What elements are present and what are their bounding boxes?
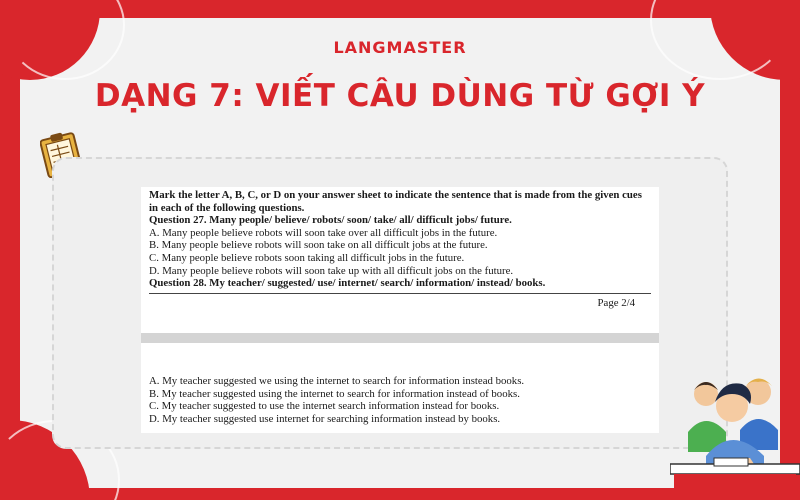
q27-option-d: D. Many people believe robots will soon take up with all difficult jobs on the future.: [149, 264, 514, 277]
q27-option-c: C. Many people believe robots soon taking all difficult jobs in the future.: [149, 251, 465, 264]
document-page-bottom: [141, 343, 659, 433]
q27-option-b: B. Many people believe robots will soon take on all difficult jobs at the future.: [149, 239, 488, 252]
q28-option-c: C. My teacher suggested to use the internet search information instead for books.: [149, 400, 500, 413]
question-28: Question 28. My teacher/ suggested/ use/ internet/ search/ information/ instead/ books.: [149, 277, 546, 290]
q28-option-b: B. My teacher suggested using the internet to search for information instead of books.: [149, 387, 520, 400]
students-illustration: [670, 360, 800, 500]
q28-option-a: A. My teacher suggested we using the internet to search for information instead books.: [149, 375, 525, 387]
page-title: DẠNG 7: VIẾT CÂU DÙNG TỪ GỢI Ý: [94, 78, 706, 114]
q28-option-d: D. My teacher suggested use internet for searching information instead by books.: [149, 412, 501, 425]
question-27: Question 27. Many people/ believe/ robots/ soon/ take/ all/ difficult jobs/ future.: [149, 214, 512, 227]
brand-logo: LANGMASTER: [333, 38, 467, 57]
document-page-top: [141, 187, 659, 333]
page-number: Page 2/4: [597, 296, 635, 309]
page-break: [141, 333, 659, 343]
q27-option-a: A. Many people believe robots will soon take over all difficult jobs in the future.: [149, 226, 498, 239]
page-divider: [149, 293, 651, 294]
instruction-text: Mark the letter A, B, C, or D on your answer sheet to indicate the sentence that is made from the given cues in each of the following questions.: [149, 189, 642, 214]
